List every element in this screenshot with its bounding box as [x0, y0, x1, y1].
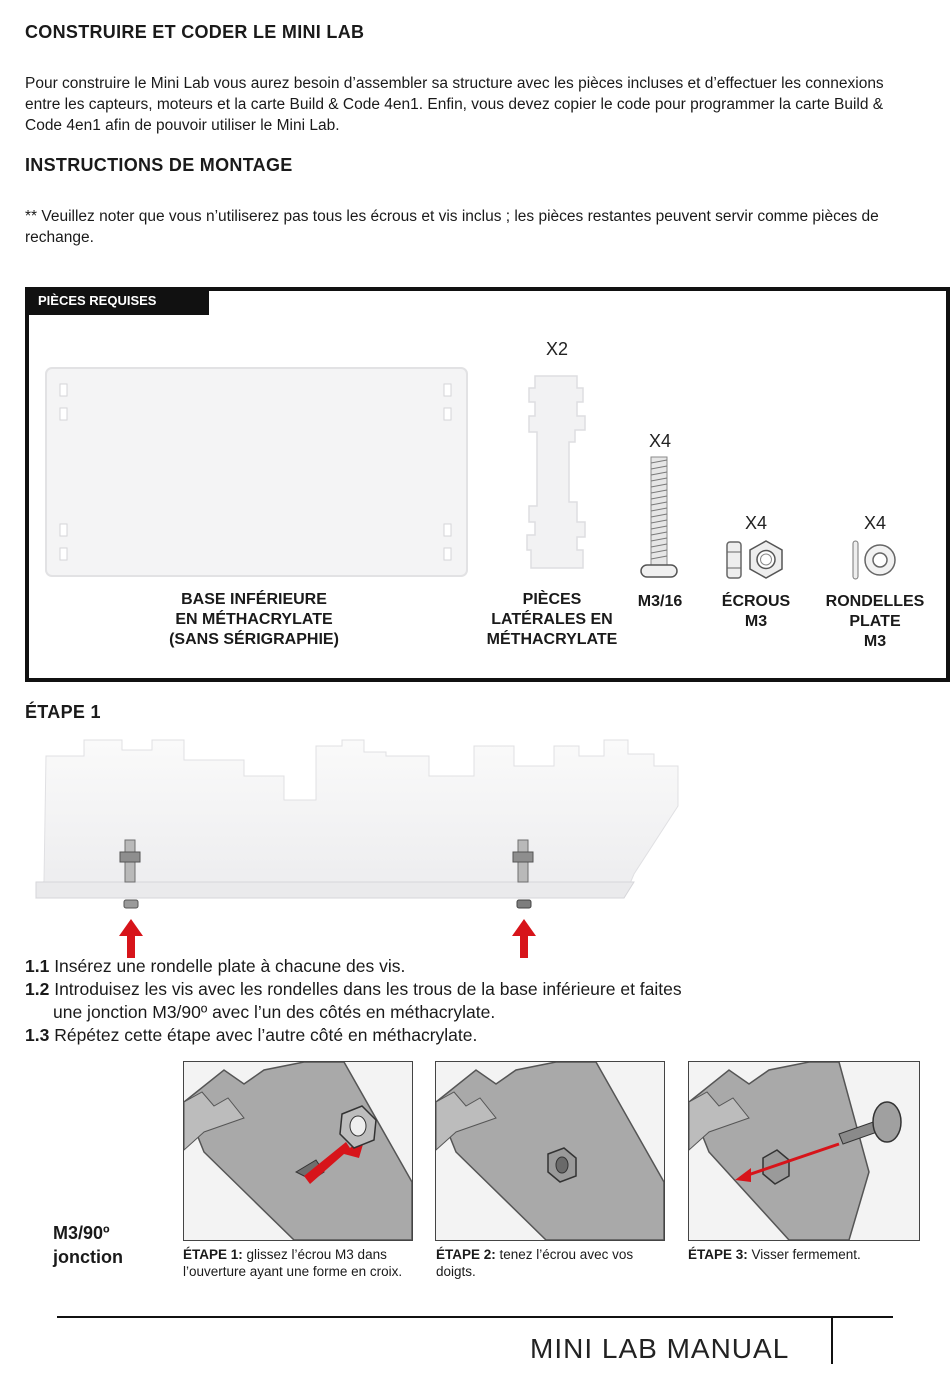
part-label-base: BASE INFÉRIEURE EN MÉTHACRYLATE (SANS SÉRIGRAPHIE) — [169, 591, 339, 648]
screw-m3-image — [638, 455, 680, 581]
page-title: CONSTRUIRE ET CODER LE MINI LAB — [25, 22, 365, 42]
junction-step1-photo — [183, 1061, 413, 1241]
junction-step2-photo — [435, 1061, 665, 1241]
footer-manual-title: MINI LAB MANUAL — [530, 1333, 790, 1364]
intro-paragraph: Pour construire le Mini Lab vous aurez besoin d’assembler sa structure avec les pièces incluses et d’effectuer les connexions entre les capteurs, moteurs et la carte Build & Code 4en1. Enfin, vous devez copier le code pour programmer la carte Build & Code 4en1 afin de pouvoir utiliser le Mini Lab. — [25, 75, 884, 134]
nut-m3-image — [724, 538, 788, 582]
part-label-washers: RONDELLES PLATE M3 — [825, 593, 925, 650]
spare-parts-note: ** Veuillez noter que vous n’utiliserez pas tous les écrous et vis inclus ; les pièces restantes peuvent servir comme pièces de rechange. — [25, 208, 879, 246]
junction-label: M3/90º jonction — [53, 1223, 123, 1267]
part-label-screw: M3/16 — [637, 593, 683, 610]
qty-screws: X4 — [648, 431, 672, 451]
step1-heading: ÉTAPE 1 — [25, 702, 101, 722]
washer-m3-image — [848, 538, 900, 582]
qty-side-pieces: X2 — [545, 339, 569, 359]
part-label-side: PIÈCES LATÉRALES EN MÉTHACRYLATE — [486, 591, 618, 648]
side-piece-image — [525, 372, 587, 574]
step1-instructions — [25, 955, 925, 1047]
junction-step2-caption: ÉTAPE 2: tenez l’écrou avec vos doigts. — [436, 1247, 634, 1279]
required-parts-tab: PIÈCES REQUISES — [25, 287, 209, 315]
instructions-heading: INSTRUCTIONS DE MONTAGE — [25, 155, 293, 175]
step1-assembly-photo — [34, 736, 684, 962]
instruction-1-2-cont: une jonction M3/90º avec l’un des côtés en méthacrylate. — [53, 1002, 496, 1022]
instruction-1-1: 1.1 Insérez une rondelle plate à chacune des vis. — [25, 956, 406, 976]
qty-nuts: X4 — [744, 513, 768, 533]
instruction-1-3: 1.3 Répétez cette étape avec l’autre côté en méthacrylate. — [25, 1025, 478, 1045]
footer-rule — [57, 1316, 893, 1318]
red-arrows — [119, 919, 536, 958]
junction-step3-photo — [688, 1061, 920, 1241]
base-plate-image — [44, 366, 469, 578]
instruction-1-2: 1.2 Introduisez les vis avec les rondelles dans les trous de la base inférieure et faites — [25, 979, 682, 999]
junction-step1-caption: ÉTAPE 1: glissez l’écrou M3 dans l’ouverture ayant une forme en croix. — [183, 1247, 403, 1279]
part-label-nuts: ÉCROUS M3 — [721, 593, 791, 630]
qty-washers: X4 — [863, 513, 887, 533]
footer-divider — [831, 1316, 833, 1364]
junction-step3-caption: ÉTAPE 3: Visser fermement. — [688, 1247, 861, 1262]
